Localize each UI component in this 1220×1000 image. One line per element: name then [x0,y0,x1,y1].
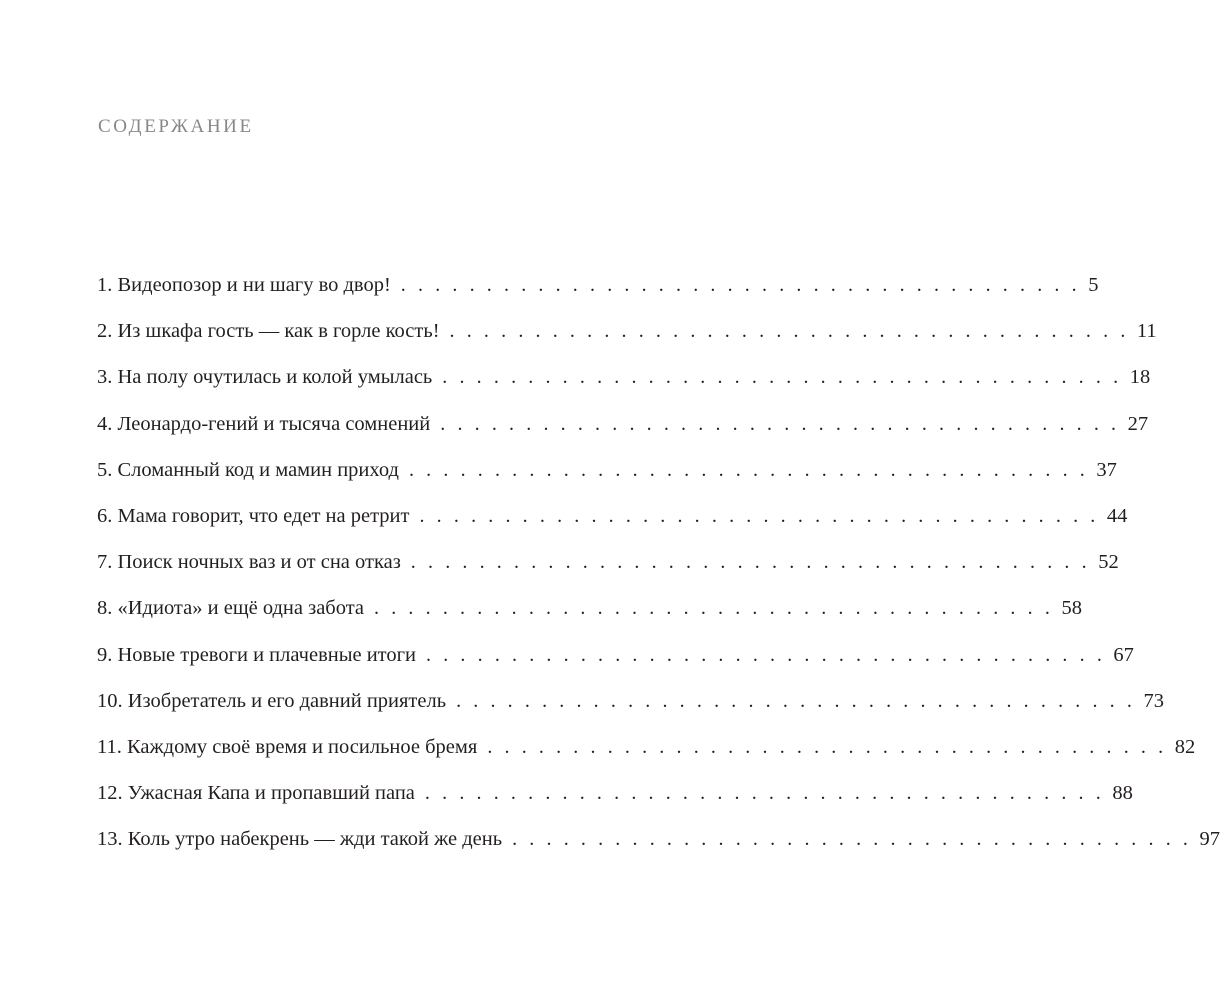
toc-entry [97,363,1151,409]
toc-page-number: 58 [1061,597,1082,620]
toc-entry [97,410,1149,456]
toc-dot-leader: . . . . . . . . . . . . . . . . . . . . . . . . . . . . . . . . . . . . . . . . [374,597,1054,620]
toc-dot-leader: . . . . . . . . . . . . . . . . . . . . . . . . . . . . . . . . . . . . . . . . [449,320,1129,343]
toc-page-number: 88 [1112,782,1133,805]
toc-page-number: 97 [1199,828,1220,851]
toc-entry [97,317,1157,363]
toc-title: СОДЕРЖАНИЕ [98,116,254,137]
toc-chapter-title: 9. Новые тревоги и плачевные итоги [97,643,417,666]
toc-dot-leader: . . . . . . . . . . . . . . . . . . . . . . . . . . . . . . . . . . . . . . . . [456,689,1136,712]
toc-chapter-title: 13. Коль утро набекрень — жди такой же день [97,828,503,851]
toc-page-number: 82 [1174,735,1196,758]
toc-page-number: 67 [1113,643,1134,666]
toc-entry [97,548,1119,594]
toc-page-number: 27 [1127,412,1149,435]
toc-chapter-title: 10. Изобретатель и его давний приятель [97,689,447,712]
toc-chapter-title: 2. Из шкафа гость — как в горле кость! [97,320,440,343]
toc-chapter-title: 5. Сломанный код и мамин приход [97,458,399,481]
toc-dot-leader: . . . . . . . . . . . . . . . . . . . . . . . . . . . . . . . . . . . . . . . . [410,551,1091,574]
toc-page-number: 52 [1098,551,1119,574]
toc-chapter-title: 4. Леонардо-гений и тысяча сомнений [97,412,431,435]
toc-dot-leader: . . . . . . . . . . . . . . . . . . . . . . . . . . . . . . . . . . . . . . . . [512,828,1192,851]
toc-entry [97,825,1220,871]
toc-entry [97,594,1082,640]
toc-chapter-title: 8. «Идиота» и ещё одна забота [97,597,365,620]
toc-dot-leader: . . . . . . . . . . . . . . . . . . . . . . . . . . . . . . . . . . . . . . . . [440,412,1120,435]
toc-dot-leader: . . . . . . . . . . . . . . . . . . . . . . . . . . . . . . . . . . . . . . . . [400,274,1081,296]
toc-chapter-title: 1. Видеопозор и ни шагу во двор! [97,274,391,296]
toc-dot-leader: . . . . . . . . . . . . . . . . . . . . . . . . . . . . . . . . . . . . . . . . [424,782,1105,805]
toc-entry [97,687,1164,733]
toc-entry [97,271,1099,317]
toc-page-number: 5 [1088,274,1099,296]
toc-page-number: 37 [1096,458,1117,481]
toc-dot-leader: . . . . . . . . . . . . . . . . . . . . . . . . . . . . . . . . . . . . . . . . [442,366,1122,389]
toc-chapter-title: 12. Ужасная Капа и пропавший папа [97,782,415,805]
toc-chapter-title: 11. Каждому своё время и посильное бремя [97,735,478,758]
toc-page-number: 73 [1143,689,1164,712]
toc-page-number: 44 [1106,504,1128,527]
toc-entry [97,456,1117,502]
toc-page-number: 18 [1129,366,1151,389]
toc-chapter-title: 7. Поиск ночных ваз и от сна отказ [97,551,401,574]
toc-dot-leader: . . . . . . . . . . . . . . . . . . . . . . . . . . . . . . . . . . . . . . . . [487,735,1167,758]
toc-chapter-title: 6. Мама говорит, что едет на ретрит [97,504,410,527]
toc-chapter-title: 3. На полу очутилась и колой умылась [97,366,433,389]
toc-entry [97,733,1196,779]
toc-dot-leader: . . . . . . . . . . . . . . . . . . . . . . . . . . . . . . . . . . . . . . . . [419,504,1099,527]
toc-page-number: 11 [1136,320,1157,343]
toc-entry [97,502,1128,548]
toc-dot-leader: . . . . . . . . . . . . . . . . . . . . . . . . . . . . . . . . . . . . . . . . [408,458,1089,481]
toc-list [97,271,1220,871]
toc-entry [97,641,1134,687]
toc-entry [97,779,1133,825]
toc-dot-leader: . . . . . . . . . . . . . . . . . . . . . . . . . . . . . . . . . . . . . . . . [426,643,1106,666]
